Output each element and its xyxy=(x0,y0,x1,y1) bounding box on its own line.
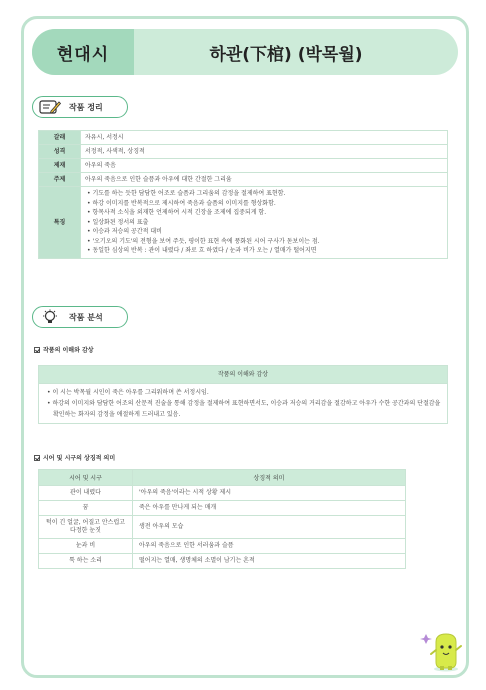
symbol-term: 눈과 비 xyxy=(39,539,133,554)
feature-item: • '오기오의 기도'의 전형을 보여 주듯, 평이한 표현 속에 풍화된 시어 구사가 돋보이는 점. xyxy=(87,237,443,247)
summary-value: 서정적, 사색적, 상징적 xyxy=(81,145,448,159)
summary-key: 성격 xyxy=(39,145,81,159)
feature-item: • 이승과 저승의 공간적 대비 xyxy=(87,227,443,237)
table-row xyxy=(39,539,406,554)
table-row xyxy=(39,516,406,539)
table-row xyxy=(39,501,406,516)
checkbox-icon xyxy=(34,347,40,353)
appreciation-list xyxy=(45,387,441,420)
appreciation-table xyxy=(38,365,448,424)
summary-key: 갈래 xyxy=(39,131,81,145)
feature-item: • 하강 이미지를 반복적으로 제시하여 죽음과 슬픔의 이미지를 형상화함. xyxy=(87,199,443,209)
appreciation-item: • 하강의 이미지와 담담한 어조의 산문적 진술을 통해 감정을 절제하여 표현하면서도, 이승과 저승의 거리감을 절감하고 아우가 수한 공간과의 단절감을 확인하는 화자의 감정을 애절하게 드러내고 있음. xyxy=(45,398,441,420)
symbols-heading xyxy=(34,453,115,462)
summary-row xyxy=(39,145,448,159)
symbols-header-row xyxy=(39,470,406,486)
appreciation-heading-label: 작품의 이해와 감상 xyxy=(43,347,94,354)
category-badge xyxy=(32,29,134,75)
page-header xyxy=(32,29,458,75)
table-row xyxy=(39,486,406,501)
symbol-term: 꿈 xyxy=(39,501,133,516)
symbol-meaning: 생전 아우의 모습 xyxy=(133,516,406,539)
summary-row xyxy=(39,173,448,187)
symbol-meaning: '아우의 죽음'이라는 시적 상황 제시 xyxy=(133,486,406,501)
summary-key: 특징 xyxy=(39,187,81,259)
analysis-section-label xyxy=(32,306,128,328)
features-list xyxy=(85,189,443,256)
feature-item: • 항목사적 소식을 외재한 언제하여 시적 긴장을 조제에 집중되게 함. xyxy=(87,208,443,218)
table-row xyxy=(39,554,406,569)
symbols-column-header: 시어 및 시구 xyxy=(39,470,133,486)
checkbox-icon xyxy=(34,455,40,461)
summary-row xyxy=(39,187,448,259)
appreciation-item: • 이 시는 박목월 시인이 죽은 아우를 그리워하며 쓴 서정시임. xyxy=(45,387,441,398)
summary-row xyxy=(39,131,448,145)
feature-item: • 기도를 하는 듯한 담담한 어조로 슬픔과 그리움의 감정을 절제하여 표현함. xyxy=(87,189,443,199)
appreciation-table-header: 작품의 이해와 감상 xyxy=(39,366,448,384)
appreciation-cell xyxy=(39,384,448,424)
symbols-heading-label: 시어 및 시구의 상징적 의미 xyxy=(43,455,116,462)
symbol-term: 툭 하는 소리 xyxy=(39,554,133,569)
summary-value: 자유시, 서정시 xyxy=(81,131,448,145)
summary-value: 아우의 죽음으로 인한 슬픔과 아우에 대한 간절한 그리움 xyxy=(81,173,448,187)
lightbulb-icon xyxy=(39,309,61,325)
summary-key: 주제 xyxy=(39,173,81,187)
summary-row xyxy=(39,159,448,173)
mascot-icon xyxy=(420,628,464,672)
symbol-term: 관이 내렸다 xyxy=(39,486,133,501)
summary-value: 아우의 죽음 xyxy=(81,159,448,173)
appreciation-heading xyxy=(34,345,94,354)
feature-item: • 동일한 심상의 반복 : 관이 내렸다 / 좌로 흐 하였다 / 눈과 비가 오는 / 열매가 떨어지면 xyxy=(87,246,443,256)
notebook-pen-icon xyxy=(39,99,61,115)
analysis-section-title: 작품 분석 xyxy=(69,312,103,322)
symbols-table xyxy=(38,469,406,569)
features-cell xyxy=(81,187,448,259)
feature-item: • 일상화된 정서의 표출 xyxy=(87,218,443,228)
summary-table xyxy=(38,130,448,259)
symbol-meaning: 떨어지는 열매, 생명체의 소멸이 남기는 흔적 xyxy=(133,554,406,569)
symbol-term: 턱이 긴 얼굴, 어질고 안스럽고 다정한 눈짓 xyxy=(39,516,133,539)
symbols-column-header: 상징적 의미 xyxy=(133,470,406,486)
summary-key: 제재 xyxy=(39,159,81,173)
symbol-meaning: 죽은 아우를 만나게 되는 매개 xyxy=(133,501,406,516)
page-title: 하관(下棺) (박목월) xyxy=(209,44,363,65)
category-label: 현대시 xyxy=(56,44,110,65)
summary-section-label xyxy=(32,96,128,118)
summary-section-title: 작품 정리 xyxy=(69,102,103,112)
symbol-meaning: 아우의 죽음으로 인한 서러움과 슬픔 xyxy=(133,539,406,554)
